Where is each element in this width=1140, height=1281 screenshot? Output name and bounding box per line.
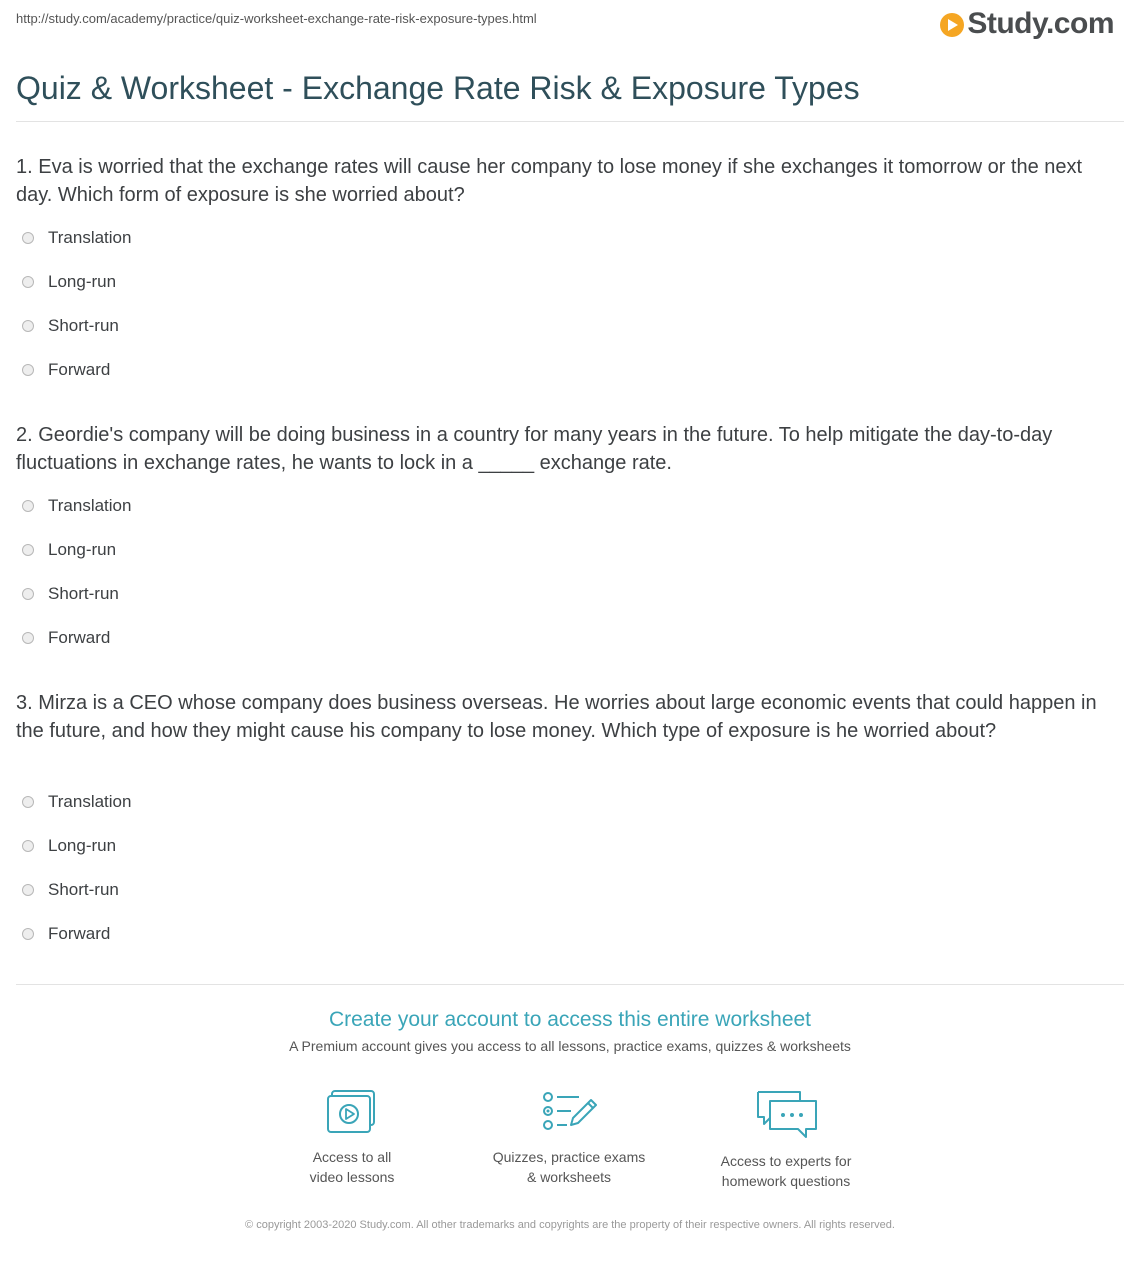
radio-icon[interactable] <box>22 500 34 512</box>
divider <box>16 121 1124 122</box>
copyright-footer: © copyright 2003-2020 Study.com. All other trademarks and copyrights are the property of their respective owners. All rights reserved. <box>245 1219 895 1231</box>
q1-choice-long-run[interactable]: Long-run <box>22 270 116 294</box>
cta-subtitle: A Premium account gives you access to all lessons, practice exams, quizzes & worksheets <box>289 1038 851 1054</box>
feature-line-2: & worksheets <box>526 1169 612 1185</box>
question-1: 1. Eva is worried that the exchange rates will cause her company to lose money if she exchanges it tomorrow or the next day. Which form of exposure is she worried about? <box>16 156 1083 206</box>
q3-choice-forward[interactable]: Forward <box>22 922 110 946</box>
radio-icon[interactable] <box>22 840 34 852</box>
q1-choice-short-run[interactable]: Short-run <box>22 314 119 338</box>
play-logo-icon <box>940 13 964 37</box>
question-3: 3. Mirza is a CEO whose company does business overseas. He worries about large economic events that could happen in the future, and how they might cause his company to lose money. Which type of exposure is he worried about? <box>16 692 1097 742</box>
quiz-checklist-icon <box>541 1089 597 1135</box>
radio-icon[interactable] <box>22 588 34 600</box>
q2-choice-short-run[interactable]: Short-run <box>22 582 119 606</box>
feature-line-1: Access to all <box>312 1149 392 1165</box>
radio-icon[interactable] <box>22 928 34 940</box>
radio-icon[interactable] <box>22 632 34 644</box>
video-lessons-icon <box>326 1089 378 1135</box>
feature-quizzes <box>469 1089 669 1187</box>
q3-choice-translation[interactable]: Translation <box>22 790 131 814</box>
q1-choice-translation[interactable]: Translation <box>22 226 131 250</box>
radio-icon[interactable] <box>22 232 34 244</box>
q2-choice-translation[interactable]: Translation <box>22 494 131 518</box>
radio-icon[interactable] <box>22 276 34 288</box>
feature-line-1: Access to experts for <box>720 1153 852 1169</box>
feature-line-2: video lessons <box>309 1169 395 1185</box>
logo-text: Study.com <box>967 7 1114 40</box>
study-logo[interactable] <box>940 7 1114 41</box>
q2-choice-long-run[interactable]: Long-run <box>22 538 116 562</box>
radio-icon[interactable] <box>22 884 34 896</box>
radio-icon[interactable] <box>22 796 34 808</box>
cta-create-account-link[interactable]: Create your account to access this entire worksheet <box>328 1008 812 1031</box>
question-2: 2. Geordie's company will be doing business in a country for many years in the future. To help mitigate the day-to-day fluctuations in exchange rates, he wants to lock in a _____ exchange rate. <box>16 424 1053 474</box>
divider <box>16 984 1124 985</box>
radio-icon[interactable] <box>22 364 34 376</box>
feature-video-lessons <box>252 1089 452 1187</box>
page-url: http://study.com/academy/practice/quiz-worksheet-exchange-rate-risk-exposure-types.html <box>16 11 537 26</box>
feature-experts <box>686 1089 886 1191</box>
q1-choice-forward[interactable]: Forward <box>22 358 110 382</box>
radio-icon[interactable] <box>22 320 34 332</box>
q3-choice-long-run[interactable]: Long-run <box>22 834 116 858</box>
expert-chat-icon <box>754 1089 818 1139</box>
page-title: Quiz & Worksheet - Exchange Rate Risk & Exposure Types <box>16 70 860 106</box>
feature-line-1: Quizzes, practice exams <box>492 1149 646 1165</box>
q2-choice-forward[interactable]: Forward <box>22 626 110 650</box>
feature-line-2: homework questions <box>721 1173 851 1189</box>
q3-choice-short-run[interactable]: Short-run <box>22 878 119 902</box>
radio-icon[interactable] <box>22 544 34 556</box>
